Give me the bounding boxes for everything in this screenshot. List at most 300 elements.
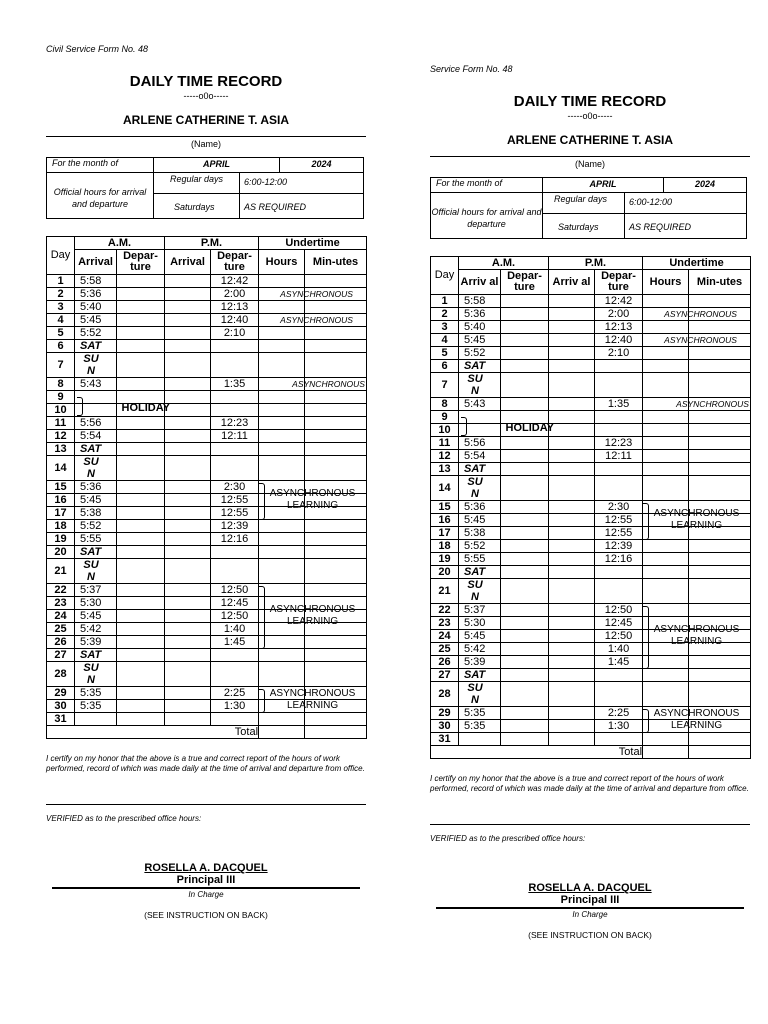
pm-departure: 12:55 (211, 494, 259, 507)
am-arrival: 5:52 (459, 540, 501, 553)
pm-arrival (549, 733, 595, 746)
certification-text: I certify on my honor that the above is a true and correct report of the hours of work performed, record of which was made daily at the time of arrival and departure from office. (46, 754, 365, 773)
pm-arrival (549, 360, 595, 373)
am-arrival (75, 340, 117, 353)
table-row (47, 662, 367, 687)
table-row (431, 604, 751, 617)
am-departure (501, 527, 549, 540)
dtr-table-host (46, 236, 366, 739)
month-header (430, 177, 750, 239)
am-departure (117, 340, 165, 353)
table-row (47, 520, 367, 533)
table-row (47, 391, 367, 404)
holiday-label: HOLIDAY (121, 401, 170, 414)
pm-departure (211, 353, 259, 378)
holiday-label: HOLIDAY (505, 421, 554, 434)
day-number: 21 (431, 579, 459, 604)
undertime-hours (259, 456, 305, 481)
sunday-marker: SU N (83, 662, 99, 686)
pm-departure: 12:11 (595, 450, 643, 463)
day-number: 2 (47, 288, 75, 301)
year-value: 2024 (694, 179, 716, 189)
total-hours (259, 726, 305, 739)
undertime-hours (643, 476, 689, 501)
undertime-minutes (689, 553, 751, 566)
month-value: APRIL (589, 179, 617, 189)
pm-arrival (549, 553, 595, 566)
am-departure (117, 327, 165, 340)
table-row (431, 476, 751, 501)
am-arrival (459, 476, 501, 501)
pm-arrival (165, 327, 211, 340)
undertime-minutes (305, 443, 367, 456)
am-departure (117, 275, 165, 288)
am-departure (501, 707, 549, 720)
am-arrival (75, 649, 117, 662)
pm-arrival (165, 275, 211, 288)
async-learning-line2: LEARNING (286, 699, 339, 711)
am-departure (117, 546, 165, 559)
pm-departure: 12:23 (595, 437, 643, 450)
pm-departure (211, 404, 259, 417)
async-learning-note (263, 488, 363, 512)
am-arrival (459, 669, 501, 682)
am-departure (501, 669, 549, 682)
am-arrival (459, 579, 501, 604)
day-number: 3 (431, 321, 459, 334)
day-number: 31 (47, 713, 75, 726)
table-subheader-row (431, 270, 751, 295)
table-row (431, 347, 751, 360)
name-caption: (Name) (190, 139, 221, 149)
am-header: A.M. (75, 237, 165, 250)
undertime-minutes (689, 450, 751, 463)
undertime-minutes (689, 733, 751, 746)
day-number: 26 (47, 636, 75, 649)
undertime-hours (259, 584, 305, 597)
am-departure (117, 507, 165, 520)
am-departure (501, 566, 549, 579)
am-arrival: 5:54 (75, 430, 117, 443)
table-row (431, 424, 751, 437)
am-arrival: 5:40 (75, 301, 117, 314)
table-header-row (431, 257, 751, 270)
instruction-note: (SEE INSTRUCTION ON BACK) (144, 910, 268, 920)
day-number: 22 (431, 604, 459, 617)
am-departure (117, 301, 165, 314)
day-number: 30 (431, 720, 459, 733)
total-row (47, 726, 367, 739)
hours-header: Hours (259, 250, 305, 275)
table-row (47, 584, 367, 597)
am-arrival: 5:30 (75, 597, 117, 610)
pm-header: P.M. (549, 257, 643, 270)
saturdays-label: Saturdays (558, 222, 599, 232)
total-minutes (305, 726, 367, 739)
employee-signature-line (430, 824, 750, 825)
pm-arrival (549, 720, 595, 733)
day-number: 15 (47, 481, 75, 494)
async-learning-line1: ASYNCHRONOUS (269, 687, 356, 699)
day-number: 13 (431, 463, 459, 476)
in-charge-label: In Charge (188, 890, 224, 899)
pm-arrival (165, 404, 211, 417)
undertime-minutes (689, 682, 751, 707)
undertime-hours (259, 417, 305, 430)
am-arrival: 5:38 (459, 527, 501, 540)
am-departure (501, 347, 549, 360)
day-number: 9 (47, 391, 75, 404)
am-arrival-header: Arriv al (459, 270, 501, 295)
employee-signature-line (46, 804, 366, 805)
am-departure (501, 643, 549, 656)
am-departure (117, 649, 165, 662)
undertime-minutes (305, 546, 367, 559)
month-label: For the month of (436, 178, 503, 188)
undertime-minutes (689, 360, 751, 373)
async-learning-note (647, 708, 747, 732)
name-line (46, 136, 366, 137)
day-number: 19 (47, 533, 75, 546)
am-departure (501, 373, 549, 398)
pm-departure: 12:50 (595, 604, 643, 617)
day-number: 7 (431, 373, 459, 398)
pm-departure: 2:10 (211, 327, 259, 340)
pm-arrival (165, 481, 211, 494)
pm-departure: 2:30 (595, 501, 643, 514)
dtr-form-left (46, 44, 366, 920)
am-arrival: 5:36 (75, 481, 117, 494)
day-number: 9 (431, 411, 459, 424)
table-row (47, 713, 367, 726)
async-learning-line2: LEARNING (670, 520, 723, 531)
pm-departure (595, 579, 643, 604)
day-number: 10 (431, 424, 459, 437)
pm-arrival (549, 566, 595, 579)
day-number: 14 (431, 476, 459, 501)
am-arrival: 5:42 (459, 643, 501, 656)
undertime-hours (259, 546, 305, 559)
am-arrival: 5:52 (75, 327, 117, 340)
day-number: 29 (431, 707, 459, 720)
undertime-minutes (689, 604, 751, 617)
undertime-minutes (305, 417, 367, 430)
table-row (47, 417, 367, 430)
async-note: ASYNCHRONOUS (280, 288, 353, 299)
day-number: 15 (431, 501, 459, 514)
sunday-marker: SU N (83, 353, 99, 377)
table-row (47, 443, 367, 456)
am-departure (501, 321, 549, 334)
sunday-marker: SU N (467, 373, 483, 397)
undertime-hours (259, 713, 305, 726)
pm-arrival (165, 610, 211, 623)
am-departure (501, 463, 549, 476)
pm-arrival (549, 437, 595, 450)
async-note: ASYNCHRONOUS (280, 314, 353, 325)
pm-arrival (165, 520, 211, 533)
pm-departure: 1:30 (211, 700, 259, 713)
pm-header: P.M. (165, 237, 259, 250)
undertime-minutes (305, 559, 367, 584)
am-departure (501, 514, 549, 527)
day-number: 23 (431, 617, 459, 630)
total-label: Total (47, 726, 259, 739)
async-learning-note (647, 624, 747, 648)
day-number: 12 (431, 450, 459, 463)
pm-departure: 12:50 (211, 610, 259, 623)
am-departure (117, 494, 165, 507)
table-row (47, 404, 367, 417)
pm-departure: 2:00 (211, 288, 259, 301)
pm-arrival (165, 546, 211, 559)
sunday-marker: SU N (83, 559, 99, 583)
undertime-hours (259, 404, 305, 417)
am-departure (117, 597, 165, 610)
am-arrival: 5:39 (75, 636, 117, 649)
day-number: 25 (431, 643, 459, 656)
pm-arrival (165, 314, 211, 327)
day-number: 4 (431, 334, 459, 347)
table-row (431, 579, 751, 604)
am-departure (501, 398, 549, 411)
undertime-minutes (305, 662, 367, 687)
pm-arrival (165, 443, 211, 456)
am-departure-header: Depar-ture (501, 270, 549, 295)
day-number: 22 (47, 584, 75, 597)
signatory-position: Principal III (436, 894, 744, 909)
undertime-hours (643, 553, 689, 566)
pm-arrival (549, 501, 595, 514)
form-number: Civil Service Form No. 48 (46, 44, 149, 54)
am-departure (117, 687, 165, 700)
am-arrival: 5:43 (459, 398, 501, 411)
signatory-position: Principal III (52, 874, 360, 889)
pm-arrival (549, 373, 595, 398)
async-learning-line1: ASYNCHRONOUS (653, 707, 740, 719)
pm-arrival (165, 494, 211, 507)
day-number: 28 (431, 682, 459, 707)
pm-arrival (165, 597, 211, 610)
undertime-hours (259, 275, 305, 288)
sunday-marker: SU N (83, 456, 99, 480)
undertime-minutes (689, 476, 751, 501)
undertime-hours (643, 295, 689, 308)
pm-arrival (165, 687, 211, 700)
pm-departure (595, 463, 643, 476)
table-row (431, 682, 751, 707)
pm-arrival (549, 347, 595, 360)
undertime-hours (259, 520, 305, 533)
undertime-hours (643, 411, 689, 424)
regular-days-label: Regular days (554, 194, 608, 204)
month-header (46, 157, 366, 219)
undertime-minutes (305, 533, 367, 546)
undertime-minutes (689, 579, 751, 604)
table-row (47, 636, 367, 649)
day-number: 27 (431, 669, 459, 682)
pm-arrival (549, 411, 595, 424)
am-departure (117, 623, 165, 636)
undertime-hours (259, 391, 305, 404)
undertime-minutes (305, 391, 367, 404)
am-departure (501, 295, 549, 308)
total-minutes (689, 746, 751, 759)
undertime-minutes (689, 321, 751, 334)
am-arrival: 5:58 (75, 275, 117, 288)
async-learning-line1: ASYNCHRONOUS (653, 508, 740, 519)
day-number: 3 (47, 301, 75, 314)
undertime-minutes (305, 301, 367, 314)
am-departure (501, 334, 549, 347)
am-arrival: 5:35 (459, 707, 501, 720)
async-learning-line1: ASYNCHRONOUS (269, 604, 356, 615)
day-number: 24 (431, 630, 459, 643)
am-arrival (75, 443, 117, 456)
async-learning-line1: ASYNCHRONOUS (653, 624, 740, 635)
am-departure (501, 540, 549, 553)
dtr-form-right (430, 64, 750, 940)
pm-departure: 12:45 (595, 617, 643, 630)
pm-arrival (549, 476, 595, 501)
pm-departure: 12:55 (595, 514, 643, 527)
day-number: 7 (47, 353, 75, 378)
hours-header: Hours (643, 270, 689, 295)
regular-days-value: 6:00-12:00 (629, 197, 673, 207)
in-charge-label: In Charge (572, 910, 608, 919)
saturday-marker: SAT (80, 339, 102, 352)
day-number: 6 (431, 360, 459, 373)
am-arrival: 5:36 (75, 288, 117, 301)
am-arrival: 5:55 (75, 533, 117, 546)
pm-departure: 12:11 (211, 430, 259, 443)
day-number: 26 (431, 656, 459, 669)
undertime-hours (259, 327, 305, 340)
undertime-minutes (305, 713, 367, 726)
pm-arrival (549, 604, 595, 617)
am-departure (501, 501, 549, 514)
undertime-hours (643, 733, 689, 746)
table-row (47, 430, 367, 443)
pm-arrival (549, 295, 595, 308)
am-departure (501, 553, 549, 566)
verified-text: VERIFIED as to the prescribed office hours: (46, 814, 202, 823)
am-departure (117, 700, 165, 713)
am-arrival: 5:35 (459, 720, 501, 733)
am-header: A.M. (459, 257, 549, 270)
saturdays-value: AS REQUIRED (629, 222, 692, 232)
am-departure-header: Depar-ture (117, 250, 165, 275)
pm-arrival (165, 533, 211, 546)
am-arrival (459, 360, 501, 373)
async-learning-line2: LEARNING (670, 636, 723, 647)
day-number: 10 (47, 404, 75, 417)
undertime-minutes (305, 430, 367, 443)
pm-departure: 12:16 (211, 533, 259, 546)
undertime-minutes (689, 424, 751, 437)
pm-departure: 2:25 (595, 707, 643, 720)
undertime-minutes (305, 340, 367, 353)
total-label: Total (431, 746, 643, 759)
pm-arrival (549, 682, 595, 707)
am-departure (117, 636, 165, 649)
undertime-header: Undertime (643, 257, 751, 270)
am-arrival: 5:40 (459, 321, 501, 334)
table-row (47, 456, 367, 481)
table-row (431, 463, 751, 476)
undertime-hours (643, 424, 689, 437)
day-number: 1 (431, 295, 459, 308)
pm-arrival (165, 378, 211, 391)
undertime-minutes (305, 404, 367, 417)
table-row (47, 546, 367, 559)
am-departure (117, 520, 165, 533)
am-departure (501, 656, 549, 669)
regular-days-value: 6:00-12:00 (244, 177, 288, 187)
pm-departure (595, 669, 643, 682)
day-header: Day (47, 237, 75, 275)
pm-departure-header: Depar-ture (595, 270, 643, 295)
am-arrival (75, 546, 117, 559)
pm-arrival (549, 579, 595, 604)
undertime-minutes (689, 656, 751, 669)
day-number: 27 (47, 649, 75, 662)
day-number: 4 (47, 314, 75, 327)
pm-arrival (549, 463, 595, 476)
pm-departure (211, 391, 259, 404)
sunday-marker: SU N (467, 476, 483, 500)
pm-arrival (549, 514, 595, 527)
am-arrival: 5:45 (75, 610, 117, 623)
name-line (430, 156, 750, 157)
am-arrival: 5:36 (459, 501, 501, 514)
am-arrival: 5:30 (459, 617, 501, 630)
am-departure (501, 360, 549, 373)
async-learning-note (263, 688, 363, 712)
day-number: 16 (431, 514, 459, 527)
pm-departure (211, 559, 259, 584)
undertime-hours (643, 579, 689, 604)
saturday-marker: SAT (80, 545, 102, 558)
day-number: 29 (47, 687, 75, 700)
day-number: 5 (47, 327, 75, 340)
am-arrival: 5:35 (75, 687, 117, 700)
pm-departure: 12:23 (211, 417, 259, 430)
am-departure (501, 630, 549, 643)
pm-departure-header: Depar-ture (211, 250, 259, 275)
table-row (431, 733, 751, 746)
pm-arrival (165, 430, 211, 443)
table-row (431, 669, 751, 682)
pm-departure (595, 360, 643, 373)
day-number: 18 (431, 540, 459, 553)
am-arrival: 5:45 (459, 334, 501, 347)
am-departure (117, 430, 165, 443)
table-row (47, 533, 367, 546)
table-row (47, 649, 367, 662)
am-arrival (459, 463, 501, 476)
am-arrival (459, 373, 501, 398)
undertime-hours (259, 533, 305, 546)
day-number: 13 (47, 443, 75, 456)
pm-arrival-header: Arrival (165, 250, 211, 275)
undertime-minutes (305, 353, 367, 378)
undertime-minutes (689, 540, 751, 553)
pm-arrival (165, 623, 211, 636)
am-arrival: 5:35 (75, 700, 117, 713)
total-row (431, 746, 751, 759)
am-arrival: 5:43 (75, 378, 117, 391)
